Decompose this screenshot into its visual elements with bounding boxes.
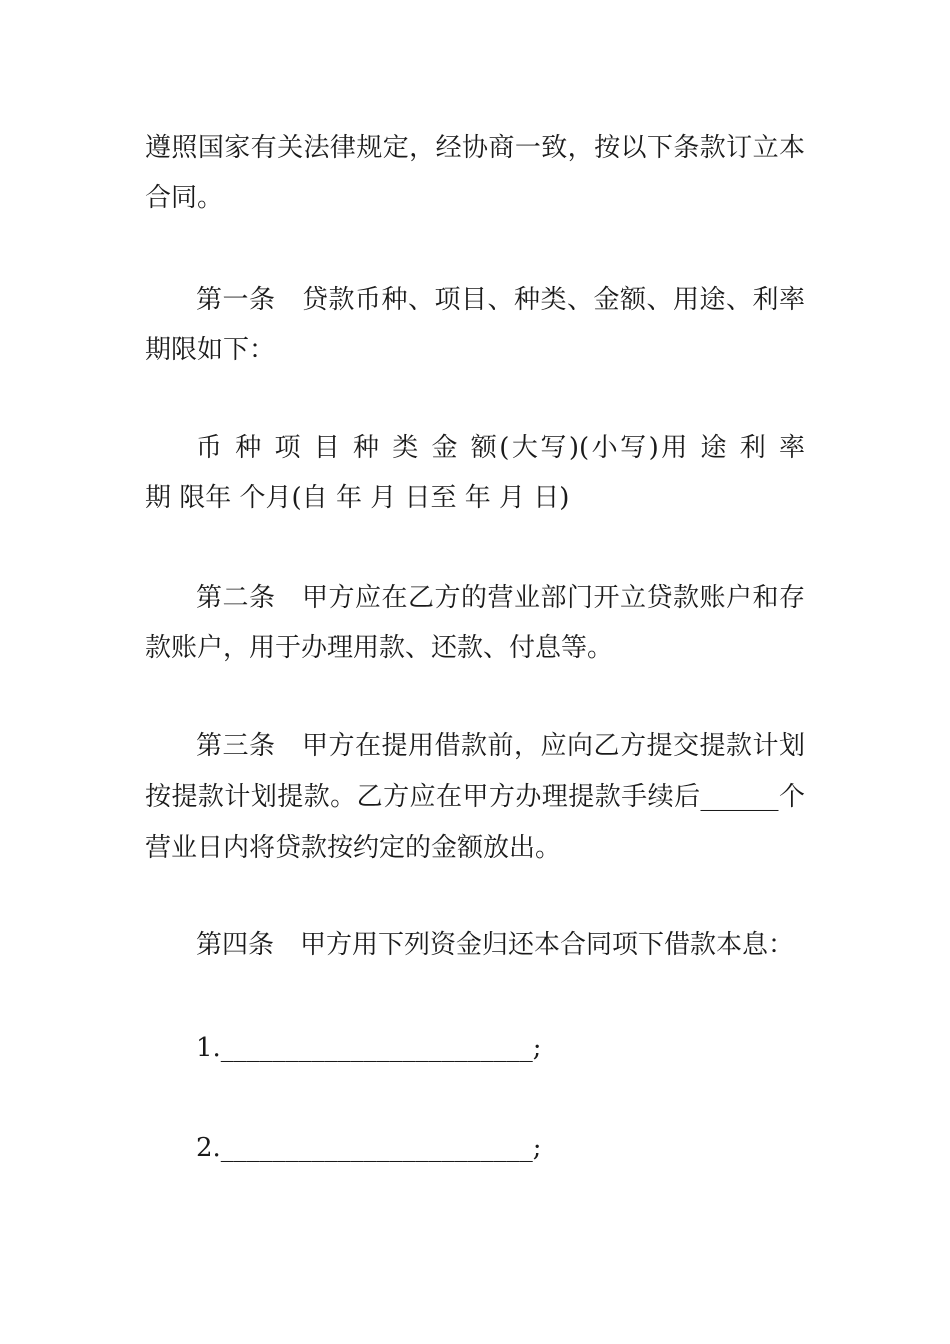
article-3-line-2: 按提款计划提款。乙方应在甲方办理提款手续后______个 [145,782,805,812]
repayment-source-2: 2.________________________; [196,1133,542,1163]
article-3-line-3: 营业日内将贷款按约定的金额放出。 [145,833,562,863]
article-3-line-1: 第三条 甲方在提用借款前，应向乙方提交提款计划 [196,731,805,761]
loan-terms-line-2: 期 限年 个月(自 年 月 日至 年 月 日) [145,483,570,513]
article-2-line-2: 款账户，用于办理用款、还款、付息等。 [145,633,614,663]
article-1-line-2: 期限如下： [145,335,276,365]
repayment-source-1: 1.________________________; [196,1033,542,1063]
article-1-line-1: 第一条 贷款币种、项目、种类、金额、用途、利率 [196,285,805,315]
article-4-line-1: 第四条 甲方用下列资金归还本合同项下借款本息： [196,930,795,960]
intro-line-2: 合同。 [145,183,224,213]
intro-line-1: 遵照国家有关法律规定，经协商一致，按以下条款订立本 [145,133,805,163]
loan-terms-line-1: 币 种 项 目 种 类 金 额(大写)(小写)用 途 利 率 [196,433,805,463]
article-2-line-1: 第二条 甲方应在乙方的营业部门开立贷款账户和存 [196,583,805,613]
